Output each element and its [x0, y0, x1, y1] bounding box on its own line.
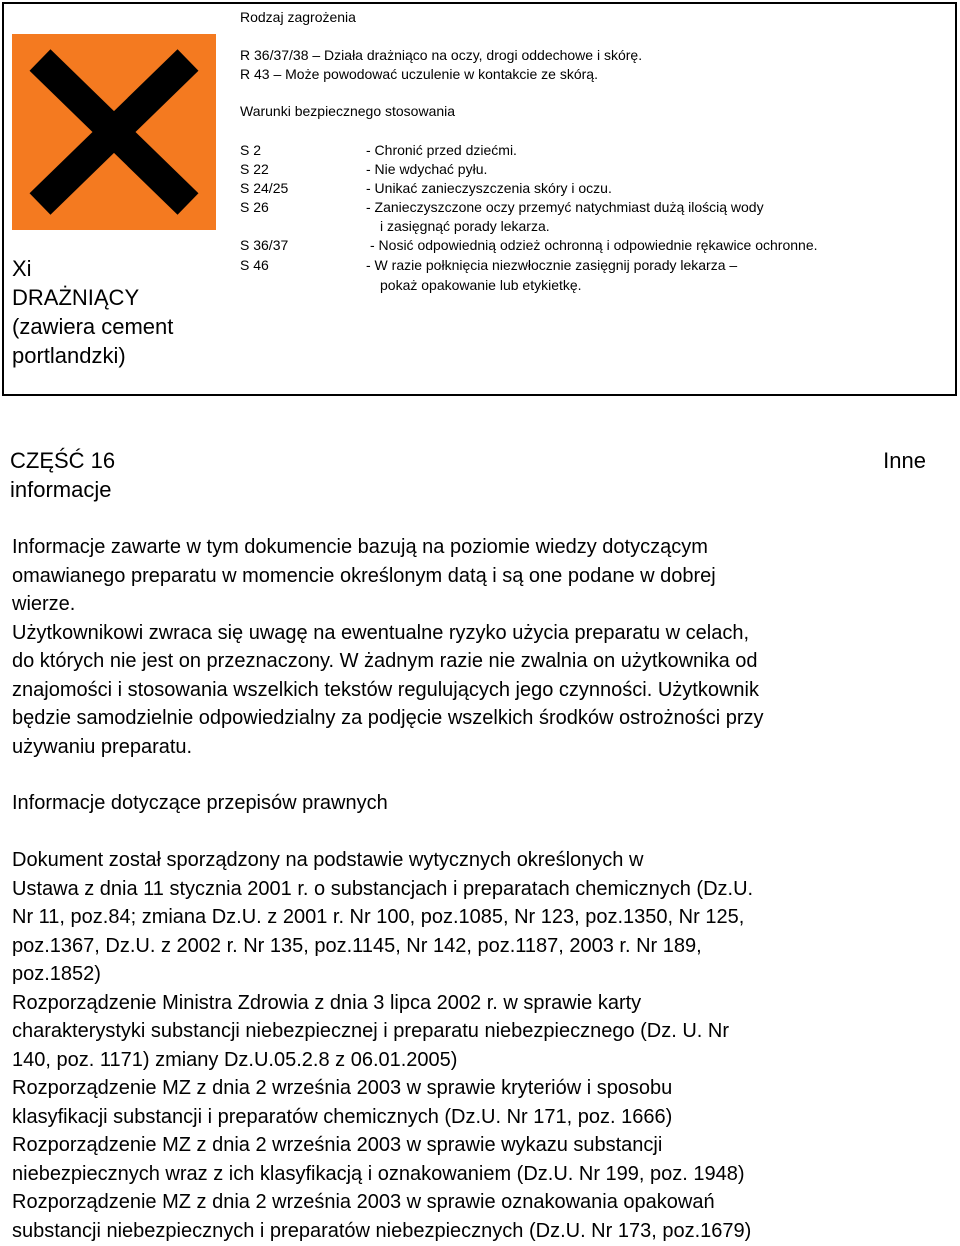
text-line: Informacje zawarte w tym dokumencie bazują na poziomie wiedzy dotyczącym	[12, 536, 708, 558]
risk-heading: Rodzaj zagrożenia	[240, 9, 356, 25]
safety-text: - Zanieczyszczone oczy przemyć natychmiast dużą ilością wody	[366, 199, 764, 215]
text-line: charakterystyki substancji niebezpiecznej i preparatu niebezpiecznego (Dz. U. Nr	[12, 1020, 730, 1042]
safety-text-continued: pokaż opakowanie lub etykietkę.	[380, 277, 582, 293]
safety-text: - Chronić przed dziećmi.	[366, 142, 517, 158]
safety-text-continued: i zasięgnąć porady lekarza.	[380, 218, 550, 234]
safety-code: S 36/37	[240, 237, 289, 253]
text-line: Rozporządzenie MZ z dnia 2 września 2003 w sprawie wykazu substancji	[12, 1134, 663, 1156]
text-line: Ustawa z dnia 11 stycznia 2001 r. o substancjach i preparatach chemicznych (Dz.U.	[12, 877, 754, 900]
safety-code: S 26	[240, 199, 269, 215]
safety-text: - Nie wdychać pyłu.	[366, 161, 488, 177]
text-line: poz.1852)	[12, 963, 101, 985]
text-line: do których nie jest on przeznaczony. W żadnym razie nie zwalnia on użytkownika od	[12, 650, 758, 672]
text-line: Rozporządzenie MZ z dnia 2 września 2003 w sprawie oznakowania opakowań	[12, 1191, 715, 1213]
text-line: substancji niebezpiecznych i preparatów niebezpiecznych (Dz.U. Nr 173, poz.1679)	[12, 1219, 752, 1242]
safety-code: S 46	[240, 257, 269, 273]
info-paragraph	[12, 533, 932, 761]
legal-heading: Informacje dotyczące przepisów prawnych	[12, 792, 388, 814]
hazard-note-line: portlandzki)	[12, 343, 126, 368]
hazard-symbol-panel	[4, 4, 230, 394]
safety-code: S 24/25	[240, 180, 289, 196]
risk-line: R 36/37/38 – Działa drażniąco na oczy, drogi oddechowe i skórę.	[240, 47, 643, 63]
text-line: Rozporządzenie Ministra Zdrowia z dnia 3 lipca 2002 r. w sprawie karty	[12, 991, 642, 1014]
text-line: wierze.	[12, 593, 76, 615]
text-line: używaniu preparatu.	[12, 735, 193, 758]
section-title: CZĘŚĆ 16	[10, 448, 116, 473]
text-line: 140, poz. 1171) zmiany Dz.U.05.2.8 z 06.01.2005)	[12, 1048, 458, 1071]
hazard-box	[2, 2, 957, 396]
section-title: informacje	[10, 477, 112, 502]
hazard-label	[12, 254, 227, 370]
safety-code: S 2	[240, 142, 262, 158]
text-line: Użytkownikowi zwraca się uwagę na ewentualne ryzyko użycia preparatu w celach,	[12, 621, 750, 644]
safety-text: - W razie połknięcia niezwłocznie zasięgnij porady lekarza –	[366, 257, 738, 273]
safety-heading: Warunki bezpiecznego stosowania	[240, 103, 456, 119]
text-line: znajomości i stosowania wszelkich tekstów regulujących jego czynności. Użytkownik	[12, 678, 759, 701]
text-line: niebezpiecznych wraz z ich klasyfikacją i oznakowaniem (Dz.U. Nr 199, poz. 1948)	[12, 1162, 745, 1185]
text-line: Dokument został sporządzony na podstawie wytycznych określonych w	[12, 849, 644, 871]
text-line: klasyfikacji substancji i preparatów chemicznych (Dz.U. Nr 171, poz. 1666)	[12, 1105, 673, 1128]
text-line: Rozporządzenie MZ z dnia 2 września 2003 w sprawie kryteriów i sposobu	[12, 1077, 673, 1099]
hazard-symbol-code: Xi	[12, 256, 32, 281]
safety-text: - Unikać zanieczyszczenia skóry i oczu.	[366, 180, 612, 196]
safety-text: - Nosić odpowiednią odzież ochronną i odpowiednie rękawice ochronne.	[370, 237, 818, 253]
risk-line: R 43 – Może powodować uczulenie w kontakcie ze skórą.	[240, 66, 598, 82]
text-line: będzie samodzielnie odpowiedzialny za podjęcie wszelkich środków ostrożności przy	[12, 707, 764, 729]
harmful-x-icon	[12, 34, 216, 230]
section-16-header	[10, 446, 926, 504]
text-line: omawianego preparatu w momencie określonym datą i są one podane w dobrej	[12, 564, 716, 587]
section-title-right: Inne	[883, 448, 926, 473]
safety-code: S 22	[240, 161, 269, 177]
hazard-name: DRAŻNIĄCY	[12, 285, 140, 310]
legal-paragraph	[12, 846, 932, 1245]
text-line: poz.1367, Dz.U. z 2002 r. Nr 135, poz.1145, Nr 142, poz.1187, 2003 r. Nr 189,	[12, 934, 702, 957]
text-line: Nr 11, poz.84; zmiana Dz.U. z 2001 r. Nr 100, poz.1085, Nr 123, poz.1350, Nr 125,	[12, 906, 745, 928]
hazard-note-line: (zawiera cement	[12, 314, 174, 339]
